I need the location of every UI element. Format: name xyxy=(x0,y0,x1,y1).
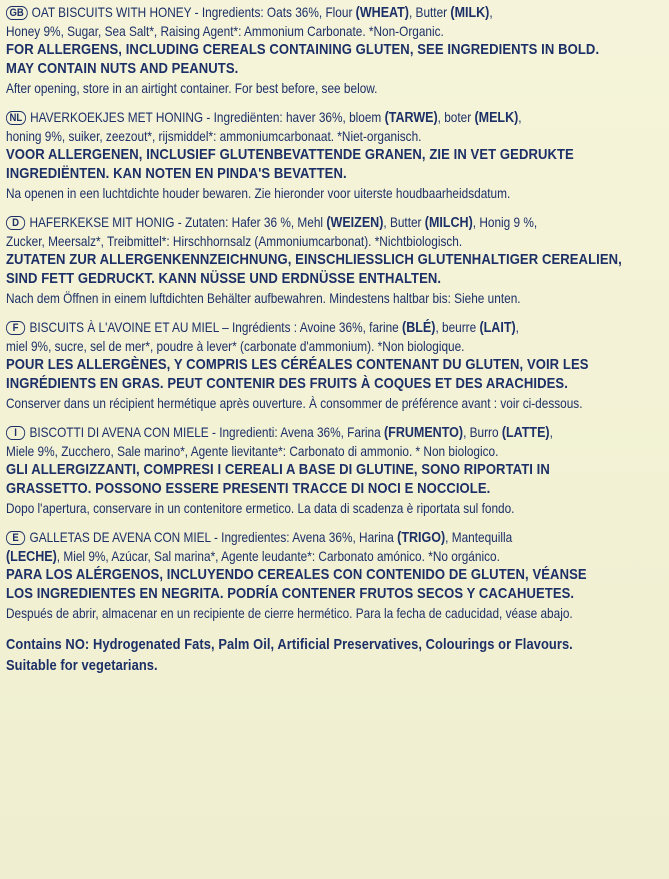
storage-instructions: After opening, store in an airtight container. For best before, see below. xyxy=(6,81,378,96)
allergen-statement-2: INGREDIËNTEN. KAN NOTEN EN PINDA'S BEVATTEN. xyxy=(6,165,347,183)
section-de xyxy=(6,214,666,310)
section-gb xyxy=(6,4,666,100)
language-badge-de: D xyxy=(6,216,25,230)
allergen-statement-1: PARA LOS ALÉRGENOS, INCLUYENDO CEREALES CON CONTENIDO DE GLUTEN, VÉANSE xyxy=(6,566,587,584)
ingredients-line-2: Miele 9%, Zucchero, Sale marino*, Agente lievitante*: Carbonato di ammonio. * Non biologico. xyxy=(6,443,499,459)
ingredients-line-1: I BISCOTTI DI AVENA CON MIELE - Ingredienti: Avena 36%, Farina (FRUMENTO), Burro (LATTE), xyxy=(6,424,661,443)
allergen-statement-2: INGRÉDIENTS EN GRAS. PEUT CONTENIR DES FRUITS À COQUES ET DES ARACHIDES. xyxy=(6,375,568,393)
vegetarian-statement: Suitable for vegetarians. xyxy=(6,658,158,674)
language-badge-es: E xyxy=(6,531,25,545)
ingredients-line-2: (LECHE), Miel 9%, Azúcar, Sal marina*, Agente leudante*: Carbonato amónico. *No orgánico. xyxy=(6,548,500,565)
storage-instructions: Dopo l'apertura, conservare in un contenitore ermetico. La data di scadenza è riportata sul fondo. xyxy=(6,501,515,516)
ingredients-line-1: E GALLETAS DE AVENA CON MIEL - Ingredientes: Avena 36%, Harina (TRIGO), Mantequilla xyxy=(6,529,661,548)
allergen-statement-2: MAY CONTAIN NUTS AND PEANUTS. xyxy=(6,60,239,78)
allergen-statement-1: POUR LES ALLERGÈNES, Y COMPRIS LES CÉRÉALES CONTENANT DU GLUTEN, VOIR LES xyxy=(6,356,589,374)
allergen-statement-2: SIND FETT GEDRUCKT. KANN NÜSSE UND ERDNÜSSE ENTHALTEN. xyxy=(6,270,442,288)
contains-no-statement: Contains NO: Hydrogenated Fats, Palm Oil, Artificial Preservatives, Colourings or Flavours. xyxy=(6,637,573,653)
section-fr xyxy=(6,319,666,415)
ingredients-line-2: miel 9%, sucre, sel de mer*, poudre à lever* (carbonate d'ammonium). *Non biologique. xyxy=(6,338,465,354)
language-badge-fr: F xyxy=(6,321,25,335)
section-it xyxy=(6,424,666,520)
storage-instructions: Después de abrir, almacenar en un recipiente de cierre hermético. Para la fecha de caducidad, véase abajo. xyxy=(6,606,573,621)
language-badge-it: I xyxy=(6,426,25,440)
allergen-statement-1: ZUTATEN ZUR ALLERGENKENNZEICHNUNG, EINSCHLIESSLICH GLUTENHALTIGER CEREALIEN, xyxy=(6,251,622,269)
ingredients-line-2: Zucker, Meersalz*, Treibmittel*: Hirschhornsalz (Ammoniumcarbonat). *Nichtbiologisch. xyxy=(6,233,463,249)
section-nl xyxy=(6,109,666,205)
ingredients-line-1: D HAFERKEKSE MIT HONIG - Zutaten: Hafer 36 %, Mehl (WEIZEN), Butter (MILCH), Honig 9 %, xyxy=(6,214,661,233)
storage-instructions: Na openen in een luchtdichte houder bewaren. Zie hieronder voor uiterste houdbaarheidsdatum. xyxy=(6,186,511,201)
language-badge-nl: NL xyxy=(6,111,26,125)
ingredients-text-block xyxy=(6,4,666,677)
storage-instructions: Nach dem Öffnen in einem luftdichten Behälter aufbewahren. Mindestens haltbar bis: Siehe unten. xyxy=(6,291,521,306)
allergen-statement-1: VOOR ALLERGENEN, INCLUSIEF GLUTENBEVATTENDE GRANEN, ZIE IN VET GEDRUKTE xyxy=(6,146,574,164)
ingredients-line-2: Honey 9%, Sugar, Sea Salt*, Raising Agent*: Ammonium Carbonate. *Non-Organic. xyxy=(6,23,444,39)
ingredients-line-1: NL HAVERKOEKJES MET HONING - Ingrediënten: haver 36%, bloem (TARWE), boter (MELK), xyxy=(6,109,661,128)
storage-instructions: Conserver dans un récipient hermétique après ouverture. À consommer de préférence avant : voir ci-dessous. xyxy=(6,396,583,411)
allergen-statement-2: GRASSETTO. POSSONO ESSERE PRESENTI TRACCE DI NOCI E NOCCIOLE. xyxy=(6,480,491,498)
allergen-statement-1: GLI ALLERGIZZANTI, COMPRESI I CEREALI A BASE DI GLUTINE, SONO RIPORTATI IN xyxy=(6,461,550,479)
allergen-statement-2: LOS INGREDIENTES EN NEGRITA. PODRÍA CONTENER FRUTOS SECOS Y CACAHUETES. xyxy=(6,585,575,603)
ingredients-line-2: honing 9%, suiker, zeezout*, rijsmiddel*: ammoniumcarbonaat. *Niet-organisch. xyxy=(6,128,422,144)
allergen-statement-1: FOR ALLERGENS, INCLUDING CEREALS CONTAINING GLUTEN, SEE INGREDIENTS IN BOLD. xyxy=(6,41,600,59)
language-badge-gb: GB xyxy=(6,6,27,20)
footer-claims xyxy=(6,635,666,677)
ingredients-line-1: GB OAT BISCUITS WITH HONEY - Ingredients: Oats 36%, Flour (WHEAT), Butter (MILK), xyxy=(6,4,661,23)
ingredients-line-1: F BISCUITS À L'AVOINE ET AU MIEL – Ingrédients : Avoine 36%, farine (BLÉ), beurre (LAIT), xyxy=(6,319,661,338)
section-es xyxy=(6,529,666,625)
